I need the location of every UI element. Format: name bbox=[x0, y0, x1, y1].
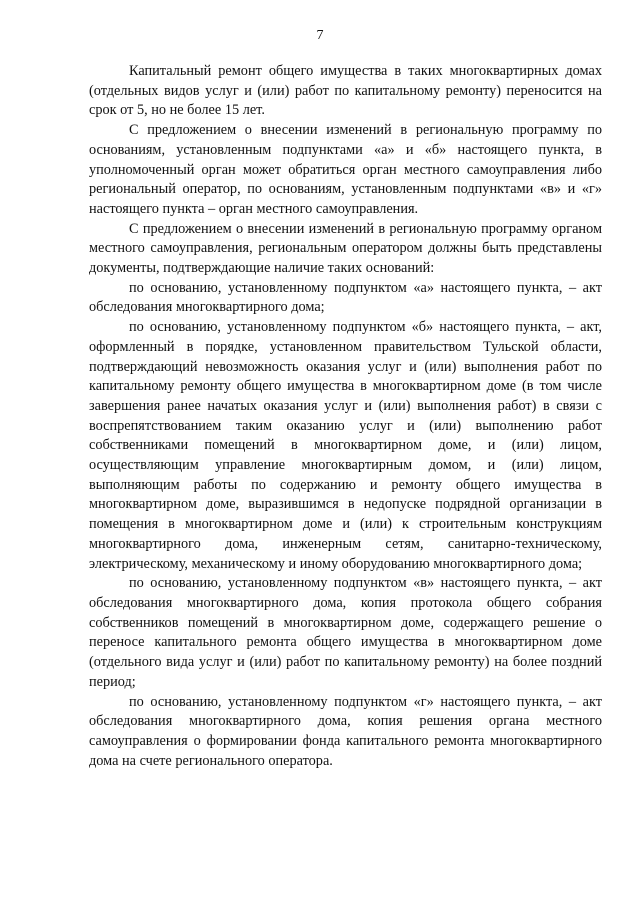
paragraph-capital-repair-postponement: Капитальный ремонт общего имущества в таких многоквартирных домах (отдельных видов услуг и (или) работ по капитальному ремонту) переносится на срок от 5, но не более 15 лет. bbox=[89, 63, 602, 119]
paragraph-basis-g: по основанию, установленному подпунктом «г» настоящего пункта, – акт обследования многоквартирного дома, копия решения органа местного самоуправления о формировании фонда капитального ремонта многоквартирного дома на счете регионального оператора. bbox=[89, 693, 602, 769]
paragraph-basis-a: по основанию, установленному подпунктом «а» настоящего пункта, – акт обследования многоквартирного дома; bbox=[89, 279, 602, 316]
page-number: 7 bbox=[316, 28, 324, 43]
paragraph-basis-v: по основанию, установленному подпунктом «в» настоящего пункта, – акт обследования многоквартирного дома, копия протокола общего собрания собственников помещений в многоквартирном доме, содержащего решение о переносе капитального ремонта общего имущества в многоквартирном доме (отдельного вида услуг и (или) работ по капитальному ремонту) на более поздний период; bbox=[89, 575, 602, 690]
paragraph-proposal-applicants: С предложением о внесении изменений в региональную программу по основаниям, установленным подпунктами «а» и «б» настоящего пункта, в уполномоченный орган может обратиться орган местного самоуправления либо региональный оператор, по основаниям, установленным подпунктами «в» и «г» настоящего пункта – орган местного самоуправления. bbox=[89, 122, 602, 217]
paragraph-basis-b: по основанию, установленному подпунктом «б» настоящего пункта, – акт, оформленный в порядке, установленном правительством Тульской области, подтверждающий невозможность оказания услуг и (или) выполнения работ по капитальному ремонту общего имущества в многоквартирном доме (в том числе завершения ранее начатых оказания услуг и (или) выполнения работ) в связи с воспрепятствованием таким оказанию услуг и (или) выполнению работ собственниками помещений в многоквартирном доме, и (или) лицом, осуществляющим управление многоквартирным домом, и (или) лицом, выполняющим работы по содержанию и ремонту общего имущества в многоквартирном доме, выразившимся в недопуске подрядной организации в помещения в многоквартирном доме и (или) к строительным конструкциям многоквартирного дома, инженерным сетям, санитарно-техническому, электрическому, механическому и иному оборудованию многоквартирного дома; bbox=[89, 319, 602, 572]
paragraph-required-documents: С предложением о внесении изменений в региональную программу органом местного самоуправления, региональным оператором должны быть представлены документы, подтверждающие наличие таких оснований: bbox=[89, 220, 602, 277]
document-body bbox=[89, 62, 602, 771]
